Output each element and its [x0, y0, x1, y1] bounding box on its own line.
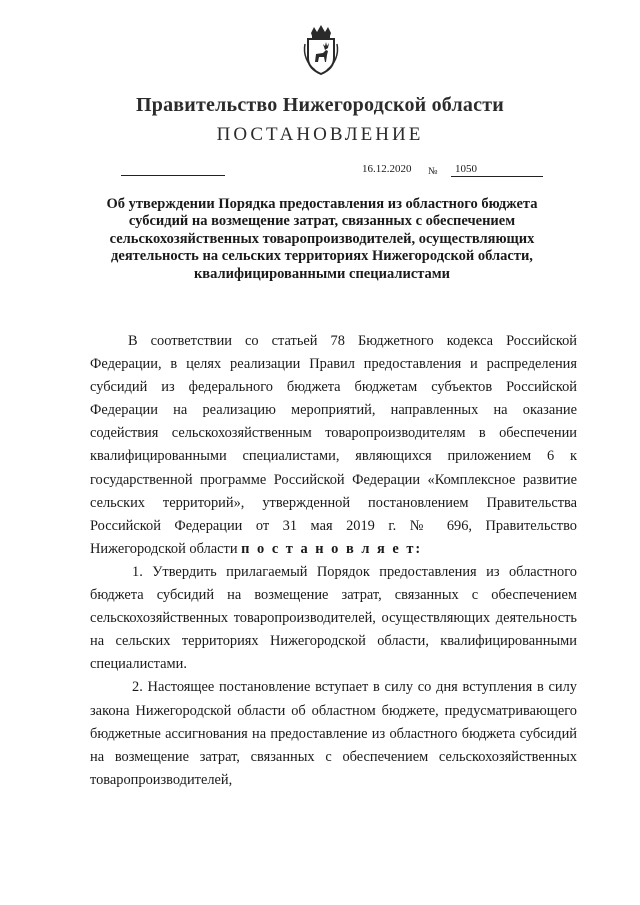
- number-sign: №: [428, 166, 438, 177]
- preamble-paragraph: [90, 330, 577, 561]
- resolves-word: п о с т а н о в л я е т:: [241, 540, 423, 557]
- item-2-paragraph: 2. Настоящее постановление вступает в силу со дня вступления в силу закона Нижегородской области об областном бюджете, предусматривающего бюджетные ассигнования на предоставление из областного бюджета субсидий на возмещение затрат, связанных с обеспечением сельскохозяйственных товаропроизводителей,: [90, 679, 577, 788]
- document-number: 1050: [451, 163, 543, 177]
- organization-name: Правительство Нижегородской области: [136, 94, 504, 116]
- document-title: Об утверждении Порядка предоставления из областного бюджета субсидий на возмещение затрат, связанных с обеспечением сельскохозяйственных товаропроизводителей, осуществляющих деятельность на сельских территориях Нижегородской области, квалифицированными специалистами: [106, 196, 538, 282]
- document-date: 16.12.2020: [362, 163, 412, 175]
- document-body: [90, 330, 577, 792]
- coat-of-arms-emblem: [301, 24, 341, 76]
- item-1-paragraph: 1. Утвердить прилагаемый Порядок предоставления из областного бюджета субсидий на возмещение затрат, связанных с обеспечением сельскохозяйственных товаропроизводителей, осуществляющих деятельность на сельских территориях Нижегородской области, квалифицированными специалистами.: [90, 563, 577, 673]
- document-type: ПОСТАНОВЛЕНИЕ: [216, 124, 424, 145]
- preamble-text: В соответствии со статьей 78 Бюджетного кодекса Российской Федерации, в целях реализации Правил предоставления и распределения субсидий из федерального бюджета бюджетам субъектов Российской Федерации на реализацию мероприятий, направленных на оказание содействия сельскохозяйственным товаропроизводителям в обеспечении квалифицированными специалистами, являющихся приложением 6 к государственной программе Российской Федерации «Комплексное развитие сельских территорий», утвержденной постановлением Правительства Российской Федерации от 31 мая 2019 г. № 696, Правительство Нижегородской области: [90, 333, 577, 557]
- blank-line: [121, 175, 225, 176]
